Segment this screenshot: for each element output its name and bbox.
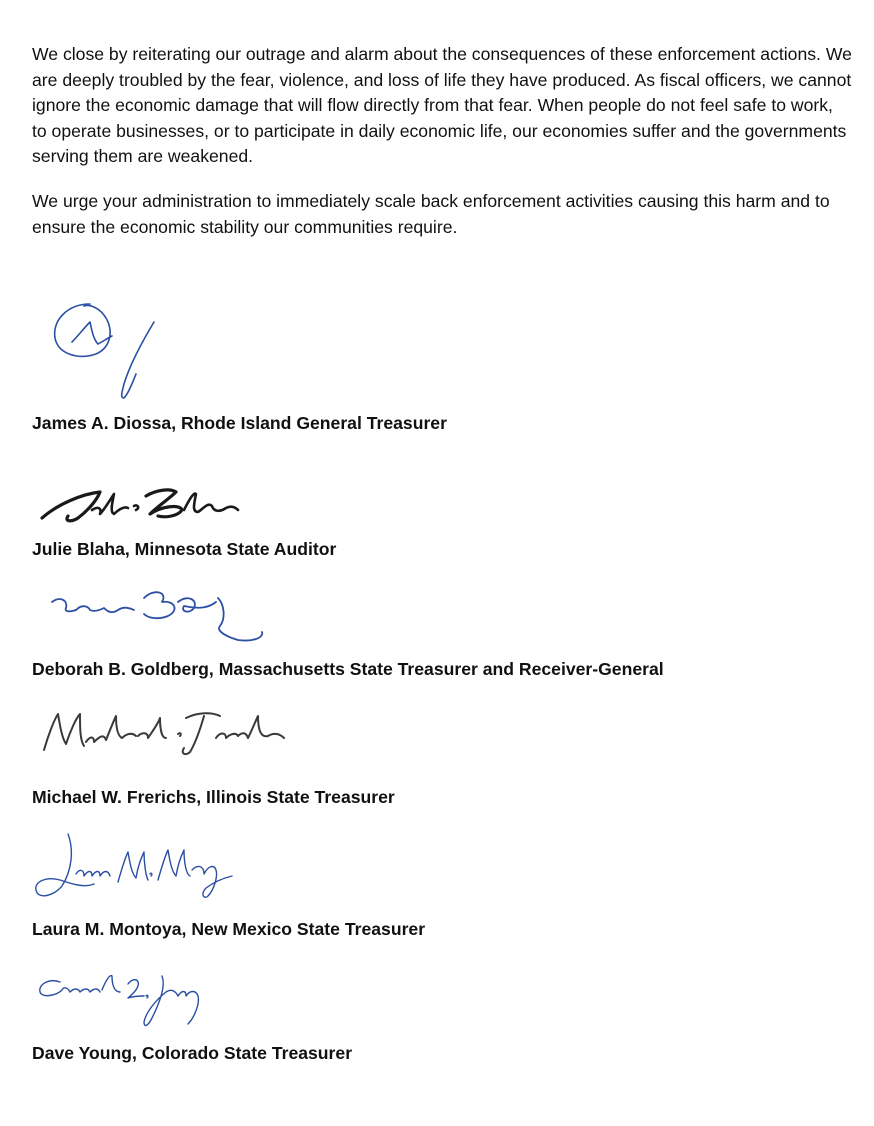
- signature-young: [36, 966, 216, 1030]
- signature-montoya: [32, 830, 242, 904]
- signatory-name: Deborah B. Goldberg, Massachusetts State Treasurer and Receiver-General: [32, 659, 664, 679]
- signature-frerichs: [40, 706, 300, 762]
- signatory-name: Michael W. Frerichs, Illinois State Treasurer: [32, 787, 395, 807]
- signatory-name: Julie Blaha, Minnesota State Auditor: [32, 539, 337, 559]
- handwritten-signature-icon: [40, 706, 300, 762]
- urge-paragraph: We urge your administration to immediately scale back enforcement activities causing this harm and to ensure the economic stability our communities require.: [32, 191, 830, 237]
- handwritten-signature-icon: [50, 298, 170, 402]
- handwritten-signature-icon: [38, 484, 248, 526]
- signature-diossa: [50, 298, 170, 402]
- closing-paragraph: We close by reiterating our outrage and alarm about the consequences of these enforcement actions. We are deeply troubled by the fear, violence, and loss of life they have produced. As fiscal officers, we cannot ignore the economic damage that will flow directly from that fear. When people do not feel safe to work, to operate businesses, or to participate in daily economic life, our economies suffer and the governments serving them are weakened.: [32, 44, 852, 166]
- signature-blaha: [38, 484, 248, 526]
- handwritten-signature-icon: [32, 830, 242, 904]
- signatory-name: James A. Diossa, Rhode Island General Treasurer: [32, 413, 447, 433]
- signature-goldberg: [48, 588, 273, 646]
- handwritten-signature-icon: [36, 966, 216, 1030]
- handwritten-signature-icon: [48, 588, 273, 646]
- signatory-name: Dave Young, Colorado State Treasurer: [32, 1043, 353, 1063]
- signatory-name: Laura M. Montoya, New Mexico State Treasurer: [32, 919, 426, 939]
